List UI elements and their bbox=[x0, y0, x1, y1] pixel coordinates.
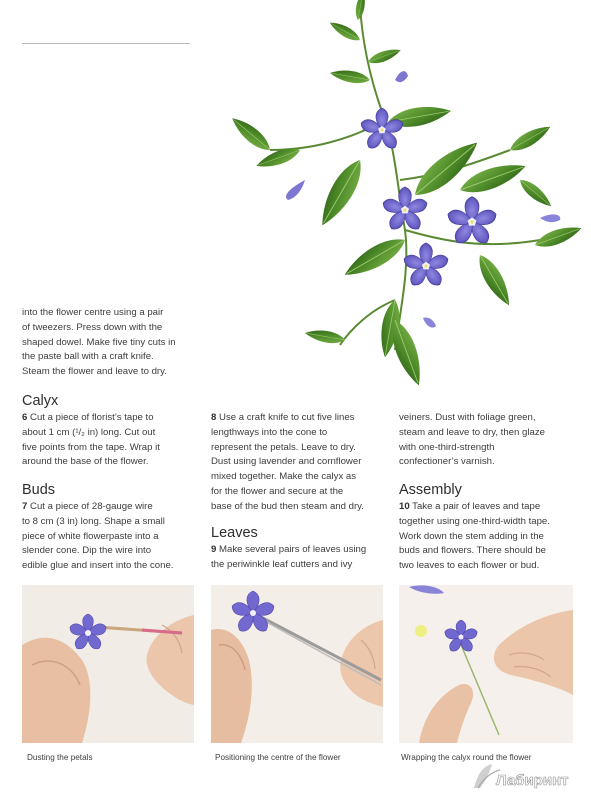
caption-positioning: Positioning the centre of the flower bbox=[215, 753, 341, 762]
wrapping-calyx-photo bbox=[399, 585, 573, 743]
labirint-logo-icon bbox=[470, 758, 588, 794]
watermark-text: Лабиринт bbox=[496, 772, 569, 789]
calyx-paragraph: 6 Cut a piece of florist’s tape to about 1 cm (¹/₂ in) long. Cut out five points from the tape. Wrap it around the base of the flower. bbox=[22, 412, 160, 468]
buds-heading: Buds bbox=[22, 482, 56, 498]
positioning-centre-photo bbox=[211, 585, 383, 743]
step8-paragraph: 8 Use a craft knife to cut five lines lengthways into the cone to represent the petals. Leave to dry. Dust using lavender and cornflower mixed together. Make the calyx as for the flower and secure at the base of the bud then steam and dry. bbox=[211, 412, 364, 512]
caption-dusting: Dusting the petals bbox=[27, 753, 93, 762]
labirint-watermark bbox=[470, 758, 588, 794]
assembly-heading: Assembly bbox=[399, 482, 462, 498]
assembly-paragraph: 10 Take a pair of leaves and tape together using one-third-width tape. Work down the stem adding in the buds and flowers. There should be two leaves to each flower or bud. bbox=[399, 501, 550, 572]
leaves-heading: Leaves bbox=[211, 525, 258, 541]
leaves-continued-paragraph: veiners. Dust with foliage green, steam and leave to dry, then glaze with one-third-strength confectioner’s varnish. bbox=[399, 412, 545, 468]
intro-paragraph: into the flower centre using a pair of tweezers. Press down with the shaped dowel. Make five tiny cuts in the paste ball with a craft knife. Steam the flower and leave to dry. bbox=[22, 307, 176, 378]
calyx-heading: Calyx bbox=[22, 393, 59, 409]
periwinkle-arrangement-photo bbox=[210, 0, 591, 390]
positioning-centre-illustration bbox=[211, 585, 383, 743]
buds-paragraph: 7 Cut a piece of 28-gauge wire to 8 cm (3 in) long. Shape a small piece of white flowerpaste into a slender cone. Dip the wire into edible glue and insert into the cone. bbox=[22, 501, 174, 572]
dusting-petals-illustration bbox=[22, 585, 194, 743]
dusting-petals-photo bbox=[22, 585, 194, 743]
wrapping-calyx-illustration bbox=[399, 585, 573, 743]
leaves-paragraph: 9 Make several pairs of leaves using the periwinkle leaf cutters and ivy bbox=[211, 544, 367, 570]
top-rule bbox=[22, 43, 190, 44]
caption-wrapping: Wrapping the calyx round the flower bbox=[401, 753, 532, 762]
